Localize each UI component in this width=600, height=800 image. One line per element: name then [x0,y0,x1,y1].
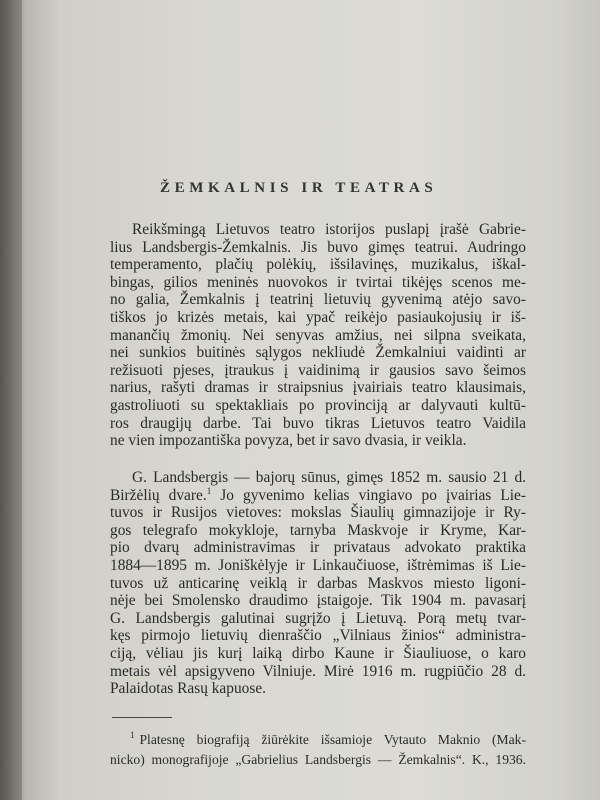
paragraph-2 [110,469,526,698]
text-span: Jo gyvenimo kelias vingiavo po įvairias Lie- [211,486,527,504]
text-line: kęs pirmojo lietuvių dienraščio „Vilniaus žinios“ administra- [110,627,526,645]
text-line: no galia, Žemkalnis į teatrinį lietuvių gyvenimą atėjo savo- [110,291,526,309]
text-line [110,730,526,750]
footnote-reference[interactable]: 1 [206,485,212,496]
text-line: pio dvarų administravimas ir privataus advokato praktika [110,539,526,557]
text-line: nėje bei Smolensko draudimo įstaigoje. Tik 1904 m. pavasarį [110,592,526,610]
text-line: tiškos jo krizės metais, kai ypač reikėjo pasiaukojusių ir iš- [110,308,526,326]
text-line: gastroliuoti su spektakliais po provinciją ar dalyvauti kultū- [110,396,526,414]
text-line: tuvos už anticarinę veiklą ir darbas Maskvos miesto ligoni- [110,574,526,592]
text-line: G. Landsbergis — bajorų sūnus, gimęs 1852 m. sausio 21 d. [132,469,526,486]
text-line: ciją, vėliau jis kurį laiką dirbo Kaune ir Šiauliuose, o karo [110,644,526,662]
text-line: Reikšmingą Lietuvos teatro istorijos puslapį įrašė Gabrie- [132,221,526,238]
text-line: temperamento, plačių polėkių, išsilavinęs, muzikalus, iškal- [110,256,526,274]
text-line: Palaidotas Rasų kapuose. [110,680,267,698]
paragraph-1 [110,221,526,450]
text-line: režisuoti pjeses, įtraukus į vaidinimą ir gausios savo šeimos [110,361,526,379]
text-line [110,487,526,505]
text-line: ne vien impozantiška povyza, bet ir savo dvasia, ir veikla. [110,432,467,450]
footnote-divider [112,717,172,718]
text-line: lius Landsbergis-Žemkalnis. Jis buvo gimęs teatrui. Audringo [110,238,526,256]
adjacent-page-edge [0,0,22,800]
text-line: nei sunkios buitinės sąlygos nekliudė Žemkalniui vaidinti ar [110,344,526,362]
text-line: G. Landsbergis galutinai sugrįžo į Lietuvą. Porą metų tvar- [110,609,526,627]
text-line: nicko) monografijoje „Gabrielius Landsbergis — Žemkalnis“. K., 1936. [110,752,526,767]
text-line: metais vėl apsigyveno Vilniuje. Mirė 1916 m. rugpiūčio 28 d. [110,662,526,680]
footnote-number: 1 [130,730,135,741]
text-line: ros draugijų darbe. Tai buvo tikras Lietuvos teatro Vaidila [110,414,526,432]
text-line: manančių žmonių. Nei senyvas amžius, nei silpna sveikata, [110,326,526,344]
text-line: tuvos ir Rusijos vietoves: mokslas Šiaulių gimnazijoje ir Ry- [110,504,526,522]
footnote [110,730,526,770]
text-span: Biržėlių dvare. [110,486,207,504]
chapter-title: ŽEMKALNIS IR TEATRAS [160,180,438,196]
text-line: 1884—1895 m. Joniškėlyje ir Linkaučiuose, ištrėmimas iš Lie- [110,556,526,574]
text-span: Platesnę biografiją žiūrėkite išsamioje Vytauto Maknio (Mak- [139,732,526,747]
text-line: bingas, gilios meninės nuovokos ir tvirtai tikėjęs scenos me- [110,273,526,291]
text-line: narius, rašyti dramas ir straipsnius įvairiais teatro klausimais, [110,379,526,397]
text-line: gos telegrafo mokykloje, tarnyba Maskvoje ir Kryme, Kar- [110,521,526,539]
